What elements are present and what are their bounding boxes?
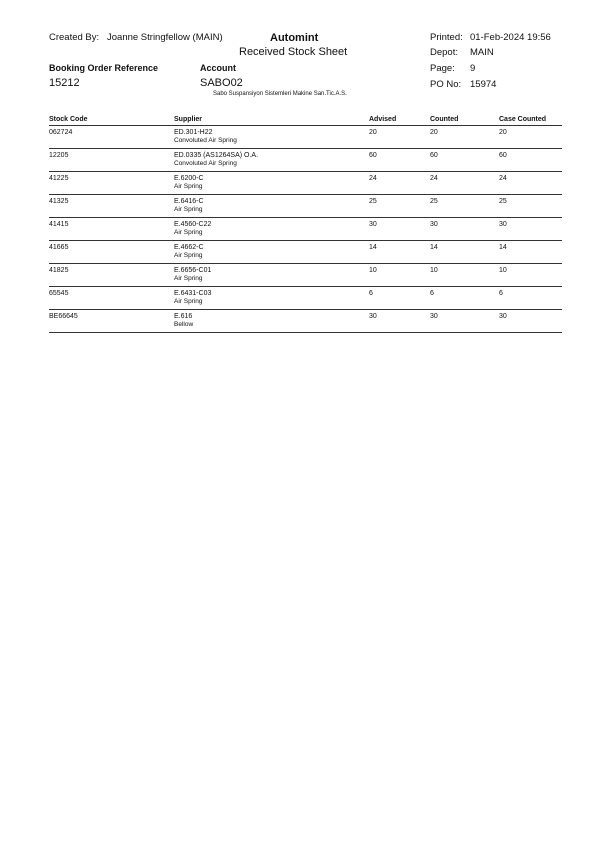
table-row [49,126,562,149]
supplier-cell [174,310,369,333]
booking-ref-value: 15212 [49,77,80,89]
table-row [49,149,562,172]
account-name: Sabo Suspansiyon Sistemleri Makine San.Tic.A.S. [213,91,347,97]
advised-cell: 14 [369,241,430,264]
supplier-cell [174,241,369,264]
item-description: Air Spring [174,229,203,236]
item-description: Convoluted Air Spring [174,160,237,167]
item-description: Air Spring [174,275,203,282]
advised-cell: 20 [369,126,430,149]
case-counted-cell: 10 [499,264,562,287]
column-header-advised: Advised [369,114,430,126]
table-row [49,172,562,195]
page-label: Page: [430,63,455,74]
supplier-cell [174,218,369,241]
supplier-cell [174,126,369,149]
counted-cell: 60 [430,149,499,172]
stock-code-cell: 41325 [49,195,174,218]
table-header-row [49,114,562,126]
supplier-cell [174,287,369,310]
stock-code-cell: 41415 [49,218,174,241]
case-counted-cell: 20 [499,126,562,149]
item-description: Bellow [174,321,194,328]
stock-code-cell: BE66645 [49,310,174,333]
column-header-counted: Counted [430,114,499,126]
created-by-label: Created By: [49,32,100,43]
supplier-code: E.6431-C03 [174,290,212,297]
supplier-cell [174,172,369,195]
column-header-supplier: Supplier [174,114,369,126]
stock-code-cell: 41225 [49,172,174,195]
column-header-case-counted: Case Counted [499,114,562,126]
supplier-code: E.4662-C [174,244,204,251]
po-label: PO No: [430,79,462,90]
table-row [49,195,562,218]
account-value: SABO02 [200,77,243,89]
advised-cell: 6 [369,287,430,310]
item-description: Air Spring [174,183,203,190]
counted-cell: 25 [430,195,499,218]
account-label: Account [200,63,236,73]
case-counted-cell: 60 [499,149,562,172]
depot-label: Depot: [430,47,458,58]
advised-cell: 24 [369,172,430,195]
stock-code-cell: 062724 [49,126,174,149]
case-counted-cell: 24 [499,172,562,195]
printed-value: 01-Feb-2024 19:56 [470,32,551,43]
advised-cell: 10 [369,264,430,287]
supplier-code: ED.301-H22 [174,129,213,136]
supplier-cell [174,195,369,218]
case-counted-cell: 30 [499,218,562,241]
table-row [49,310,562,333]
company-name: Automint [270,32,319,44]
table-row [49,241,562,264]
created-by-value: Joanne Stringfellow (MAIN) [107,32,223,43]
item-description: Air Spring [174,206,203,213]
stock-code-cell: 12205 [49,149,174,172]
table-row [49,287,562,310]
counted-cell: 10 [430,264,499,287]
advised-cell: 30 [369,310,430,333]
sheet-title: Received Stock Sheet [239,46,348,58]
supplier-code: ED.0335 (AS1264SA) O.A. [174,152,259,159]
stock-code-cell: 65545 [49,287,174,310]
page-value: 9 [470,63,476,74]
counted-cell: 30 [430,310,499,333]
printed-label: Printed: [430,32,463,43]
item-description: Air Spring [174,252,203,259]
table-row [49,218,562,241]
stock-code-cell: 41665 [49,241,174,264]
case-counted-cell: 14 [499,241,562,264]
booking-ref-label: Booking Order Reference [49,63,159,73]
table-row [49,264,562,287]
supplier-code: E.4560-C22 [174,221,212,228]
stock-code-cell: 41825 [49,264,174,287]
po-value: 15974 [470,79,497,90]
supplier-code: E.616 [174,313,193,320]
supplier-cell [174,149,369,172]
item-description: Air Spring [174,298,203,305]
supplier-code: E.6656-C01 [174,267,212,274]
supplier-code: E.6416-C [174,198,204,205]
supplier-code: E.6200-C [174,175,204,182]
column-header-stock-code: Stock Code [49,114,174,126]
case-counted-cell: 25 [499,195,562,218]
counted-cell: 6 [430,287,499,310]
counted-cell: 20 [430,126,499,149]
advised-cell: 60 [369,149,430,172]
counted-cell: 14 [430,241,499,264]
depot-value: MAIN [470,47,494,58]
case-counted-cell: 30 [499,310,562,333]
counted-cell: 30 [430,218,499,241]
supplier-cell [174,264,369,287]
advised-cell: 25 [369,195,430,218]
counted-cell: 24 [430,172,499,195]
advised-cell: 30 [369,218,430,241]
item-description: Convoluted Air Spring [174,137,237,144]
stock-table [49,114,562,333]
case-counted-cell: 6 [499,287,562,310]
